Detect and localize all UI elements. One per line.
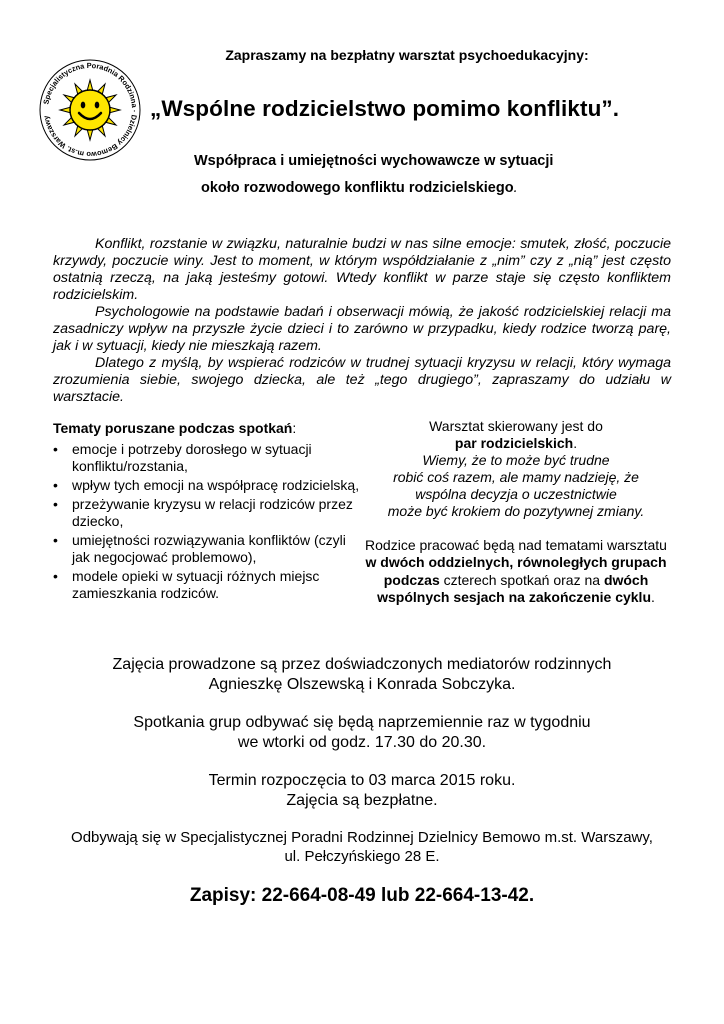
groups-description [358, 537, 674, 607]
list-item: • modele opieki w sytuacji różnych miejsc zamieszkania rodziców. [53, 568, 363, 602]
intro-paragraph: Psychologowie na podstawie badań i obserwacji mówią, że jakość rodzicielskiej relacji ma zasadniczy wpływ na przyszłe życie dzieci i to zarówno w przypadku, kiedy rodzice tworzą parę, jak i w sytuacji, kiedy nie mieszkają razem. [53, 304, 671, 354]
topics-list [53, 441, 363, 604]
clinic-logo [38, 58, 142, 162]
target-audience [358, 418, 674, 520]
target-line-1: Warsztat skierowany jest do [429, 418, 603, 434]
start-line: Zajęcia są bezpłatne. [286, 792, 438, 809]
registration-phone: Zapisy: 22-664-08-49 lub 22-664-13-42. [189, 885, 535, 906]
location-info [0, 828, 724, 866]
groups-bold: w dwóch oddzielnych, równoległych grupach podczas [365, 554, 667, 588]
list-item: • umiejętności rozwiązywania konfliktów (czyli jak negocjować problemowo), [53, 532, 363, 566]
topics-heading [53, 420, 296, 436]
smiling-sun-icon [38, 58, 142, 162]
invite-line: Zapraszamy na bezpłatny warsztat psychoedukacyjny: [225, 47, 589, 63]
groups-text: Rodzice pracować będą nad tematami warsztatu [365, 537, 667, 553]
target-line-2 [358, 435, 674, 452]
list-item: • przeżywanie kryzysu w relacji rodziców przez dziecko, [53, 496, 363, 530]
groups-bold: dwóch wspólnych sesjach na zakończenie cyklu [377, 571, 651, 606]
groups-text: . [651, 589, 655, 606]
logo-ring-text: Specjalistyczna Poradnia Rodzinna · Dzielnicy Bemowo m.st. Warszawy [41, 60, 140, 160]
location-line: Odbywają się w Specjalistycznej Poradni Rodzinnej Dzielnicy Bemowo m.st. Warszawy, [71, 829, 653, 846]
leaders-line: Agnieszkę Olszewską i Konrada Sobczyka. [208, 676, 516, 693]
list-item: • emocje i potrzeby dorosłego w sytuacji konfliktu/rozstania, [53, 441, 363, 475]
topics-heading-colon: : [292, 420, 297, 436]
target-italic-line: robić coś razem, ale mamy nadzieję, że [393, 469, 639, 485]
location-line: ul. Pełczyńskiego 28 E. [284, 848, 440, 865]
target-couples: par rodzicielskich [454, 435, 574, 451]
subtitle-line-2-text: około rozwodowego konfliktu rodzicielskiego [201, 180, 514, 196]
subtitle-line-1: Współpraca i umiejętności wychowawcze w sytuacji [194, 153, 554, 169]
workshop-title: „Wspólne rodzicielstwo pomimo konfliktu”. [150, 96, 620, 121]
intro-paragraph: Dlatego z myślą, by wspierać rodziców w trudnej sytuacji kryzysu w relacji, który wymaga zrozumienia siebie, swojego dziecka, ale też „tego drugiego”, zapraszamy do udziału w warsztacie. [53, 355, 671, 405]
topics-heading-text: Tematy poruszane podczas spotkań [53, 420, 293, 436]
target-italic-line: może być krokiem do pozytywnej zmiany. [387, 503, 645, 519]
list-item: • wpływ tych emocji na współpracę rodzicielską, [53, 477, 363, 494]
target-italic-line: Wiemy, że to może być trudne [422, 452, 610, 468]
groups-text: czterech spotkań oraz na [439, 571, 604, 588]
target-italic-line: wspólna decyzja o uczestnictwie [415, 486, 617, 502]
intro-paragraph: Konflikt, rozstanie w związku, naturalnie budzi w nas silne emocje: smutek, złość, poczucie krzywdy, poczucie winy. Jest to moment, w którym współdziałanie z „nim” czy z „nią” jest często ostatnią rzeczą, na jaką jesteśmy gotowi. Wtedy konflikt w parze staje się często konfliktem rodzicielskim. [53, 236, 671, 303]
start-line: Termin rozpoczęcia to 03 marca 2015 roku. [208, 772, 516, 789]
schedule-line: Spotkania grup odbywać się będą naprzemiennie raz w tygodniu [133, 714, 591, 731]
schedule-info [0, 713, 724, 753]
subtitle-period: . [513, 180, 518, 196]
subtitle-line-2 [201, 180, 518, 196]
intro-text [53, 236, 671, 406]
schedule-line: we wtorki od godz. 17.30 do 20.30. [237, 734, 487, 751]
start-info [0, 771, 724, 811]
leaders-line: Zajęcia prowadzone są przez doświadczonych mediatorów rodzinnych [112, 656, 612, 673]
target-period: . [573, 435, 578, 451]
leaders-info [0, 655, 724, 695]
